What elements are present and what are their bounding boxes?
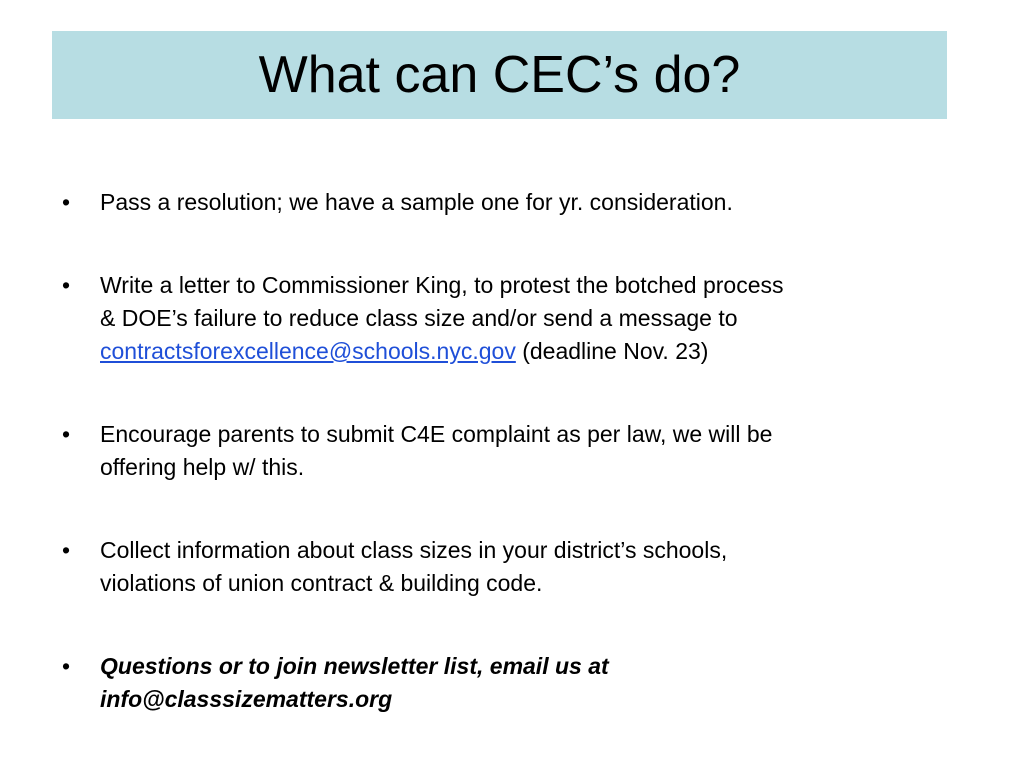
bullet-icon: • <box>62 653 71 679</box>
bullet-icon: • <box>62 421 71 447</box>
deadline-text: (deadline Nov. 23) <box>515 338 709 364</box>
bullet-text-line: offering help w/ this. <box>100 454 305 480</box>
bullet-list <box>62 186 962 716</box>
bullet-text: Pass a resolution; we have a sample one for yr. consideration. <box>100 189 733 215</box>
bullet-text-line: Questions or to join newsletter list, email us at <box>100 653 609 679</box>
bullet-text-line: Collect information about class sizes in your district’s schools, <box>100 537 728 563</box>
bullet-item-collect <box>62 534 962 600</box>
bullet-text-line: & DOE’s failure to reduce class size and/or send a message to <box>100 305 738 331</box>
contact-email: info@classsizematters.org <box>100 686 393 712</box>
bullet-text-line: Encourage parents to submit C4E complaint as per law, we will be <box>100 421 773 447</box>
bullet-icon: • <box>62 272 71 298</box>
slide-title: What can CEC’s do? <box>258 46 741 104</box>
bullet-icon: • <box>62 189 71 215</box>
bullet-item-letter <box>62 269 962 368</box>
bullet-text-line: violations of union contract & building code. <box>100 570 543 596</box>
bullet-icon: • <box>62 537 71 563</box>
bullet-text-line: Write a letter to Commissioner King, to protest the botched process <box>100 272 784 298</box>
title-bar <box>52 31 947 119</box>
email-link-contracts[interactable]: contractsforexcellence@schools.nyc.gov <box>100 338 516 364</box>
bullet-item-encourage <box>62 418 962 484</box>
bullet-item-resolution <box>62 186 962 219</box>
bullet-item-questions <box>62 650 962 716</box>
